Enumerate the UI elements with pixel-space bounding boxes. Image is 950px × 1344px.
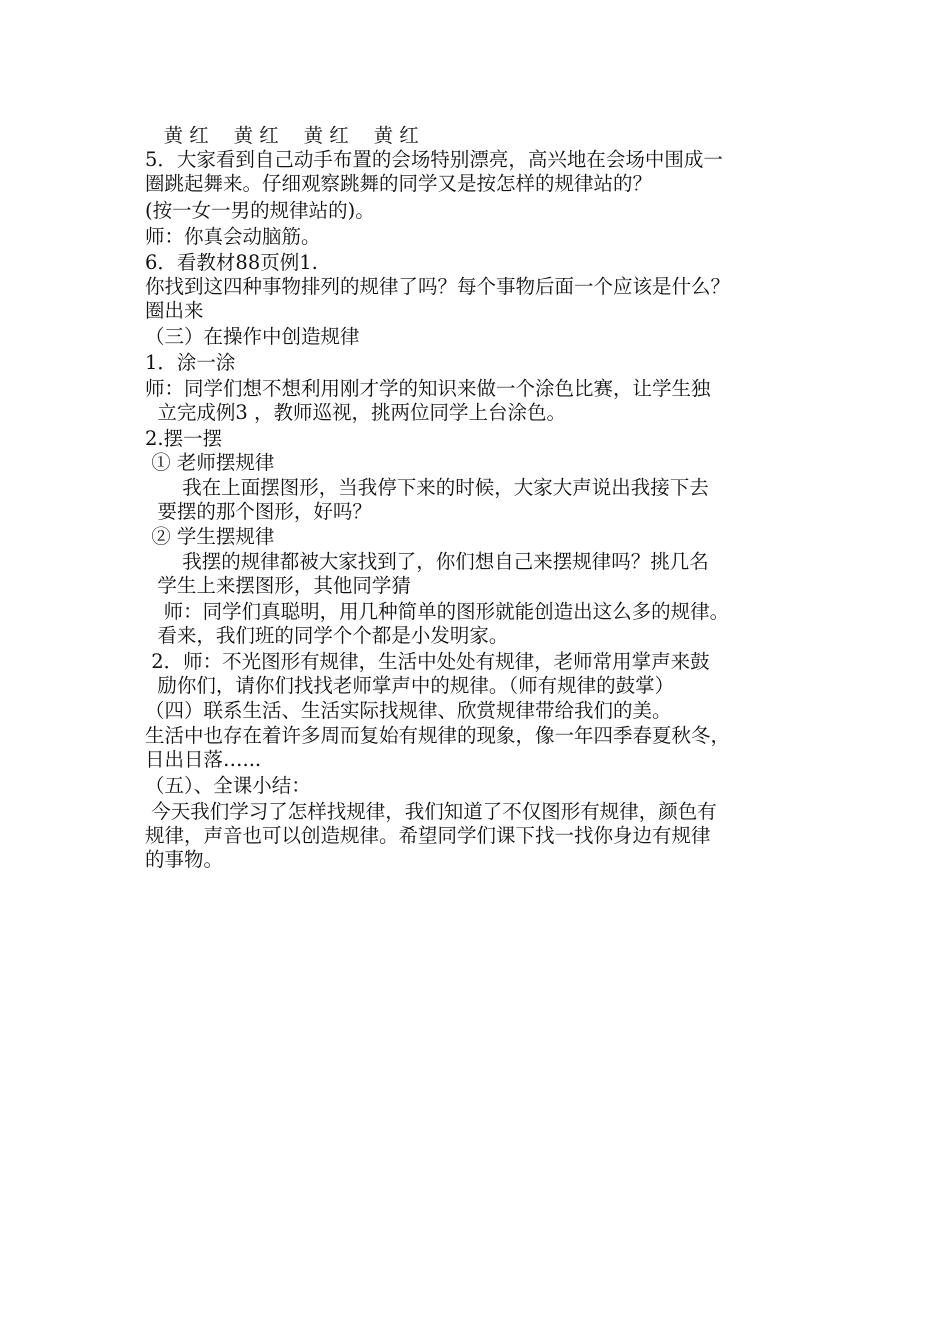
paragraph-line: 你找到这四种事物排列的规律了吗？每个事物后面一个应该是什么？ — [145, 275, 731, 298]
paragraph-line: 师：你真会动脑筋。 — [145, 225, 321, 248]
paragraph-line: 的事物。 — [145, 848, 224, 871]
paragraph-line: 圈跳起舞来。仔细观察跳舞的同学又是按怎样的规律站的？ — [145, 172, 653, 195]
list-item: ② 学生摆规律 — [145, 525, 275, 548]
paragraph-line: 立完成例3 ，教师巡视，挑两位同学上台涂色。 — [145, 401, 567, 424]
paragraph-line: 我在上面摆图形，当我停下来的时候，大家大声说出我接下去 — [145, 476, 709, 499]
paragraph-line: 师：同学们真聪明，用几种简单的图形就能创造出这么多的规律。 — [145, 600, 730, 623]
section-heading: （五）、全课小结： — [145, 774, 311, 797]
subheading: 1．涂一涂 — [145, 351, 236, 374]
paragraph-line: 5．大家看到自己动手布置的会场特别漂亮，高兴地在会场中围成一 — [145, 148, 723, 171]
paragraph-line: 看来，我们班的同学个个都是小发明家。 — [145, 624, 509, 647]
paragraph-line: 圈出来 — [145, 299, 204, 322]
paragraph-line: 日出日落…... — [145, 748, 262, 771]
paragraph-line: 励你们，请你们找找老师掌声中的规律。（师有规律的鼓掌） — [145, 674, 675, 697]
paragraph-line: 今天我们学习了怎样找规律，我们知道了不仅图形有规律，颜色有 — [145, 800, 717, 823]
paragraph-line: (按一女一男的规律站的)。 — [145, 199, 375, 222]
section-heading: （三）在操作中创造规律 — [145, 325, 360, 348]
color-pattern-line: 黄 红 黄 红 黄 红 黄 红 — [145, 124, 419, 147]
paragraph-line: 要摆的那个图形，好吗？ — [145, 500, 372, 523]
paragraph-line: 师：同学们想不想利用刚才学的知识来做一个涂色比赛，让学生独 — [145, 377, 711, 400]
paragraph-line: 2．师：不光图形有规律，生活中处处有规律，老师常用掌声来鼓 — [145, 650, 710, 673]
paragraph-line: 学生上来摆图形，其他同学猜 — [145, 574, 411, 597]
subheading: 2.摆一摆 — [145, 427, 223, 450]
paragraph-line: 规律，声音也可以创造规律。希望同学们课下找一找你身边有规律 — [145, 824, 711, 847]
section-heading: （四）联系生活、生活实际找规律、欣赏规律带给我们的美。 — [145, 699, 672, 722]
paragraph-line: 6．看教材88页例1. — [145, 251, 318, 274]
list-item: ① 老师摆规律 — [145, 451, 275, 474]
paragraph-line: 我摆的规律都被大家找到了，你们想自己来摆规律吗？挑几名 — [145, 550, 709, 573]
paragraph-line: 生活中也存在着许多周而复始有规律的现象，像一年四季春夏秋冬， — [145, 724, 731, 747]
